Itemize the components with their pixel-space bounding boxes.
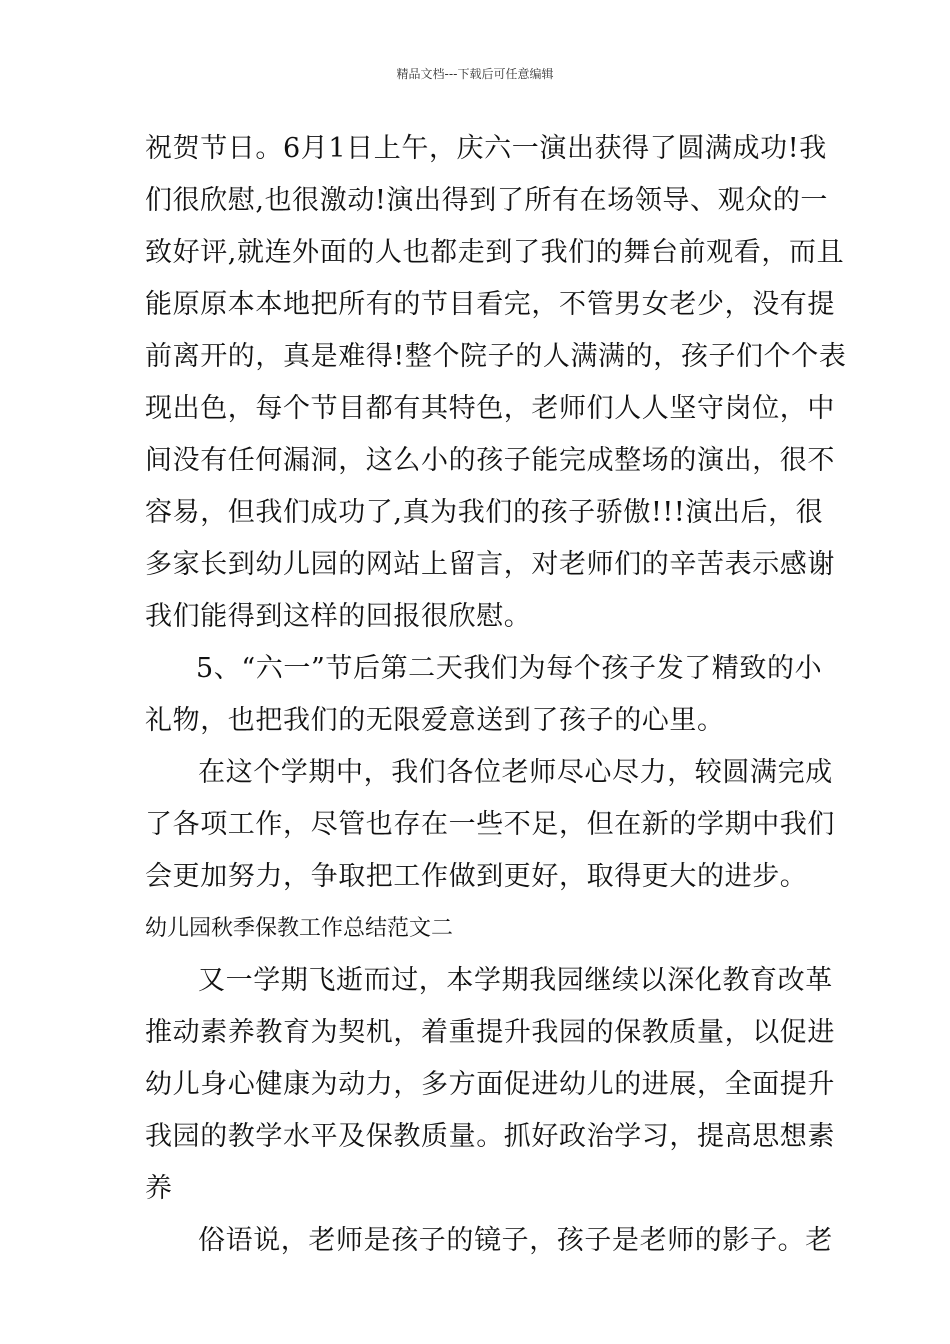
body-line: 了各项工作，尽管也存在一些不足，但在新的学期中我们 <box>145 809 835 840</box>
body-line: 致好评,就连外面的人也都走到了我们的舞台前观看，而且 <box>145 237 845 268</box>
body-line: 现出色，每个节目都有其特色，老师们人人坚守岗位，中 <box>145 393 835 424</box>
body-line: 多家长到幼儿园的网站上留言，对老师们的辛苦表示感谢 <box>145 549 835 580</box>
body-line: 又一学期飞逝而过，本学期我园继续以深化教育改革 <box>198 965 833 996</box>
body-line: 能原原本本地把所有的节目看完，不管男女老少，没有提 <box>145 289 835 320</box>
body-line: 5、“六一”节后第二天我们为每个孩子发了精致的小 <box>196 653 823 684</box>
page-header: 精品文档---下载后可任意编辑 <box>396 67 554 81</box>
body-line: 们很欣慰,也很激动!演出得到了所有在场领导、观众的一 <box>145 185 829 216</box>
section-heading: 幼儿园秋季保教工作总结范文二 <box>145 916 454 941</box>
body-line: 我们能得到这样的回报很欣慰。 <box>145 601 532 632</box>
body-line: 俗语说，老师是孩子的镜子，孩子是老师的影子。老 <box>198 1225 833 1256</box>
body-line: 幼儿身心健康为动力，多方面促进幼儿的进展，全面提升 <box>145 1069 835 1100</box>
body-line: 在这个学期中，我们各位老师尽心尽力，较圆满完成 <box>198 757 833 788</box>
body-line: 间没有任何漏洞，这么小的孩子能完成整场的演出，很不 <box>145 445 835 476</box>
body-line: 礼物，也把我们的无限爱意送到了孩子的心里。 <box>145 705 725 736</box>
body-line: 我园的教学水平及保教质量。抓好政治学习，提高思想素 <box>145 1121 835 1152</box>
body-line: 推动素养教育为契机，着重提升我园的保教质量，以促进 <box>145 1017 835 1048</box>
body-line: 养 <box>145 1173 173 1204</box>
body-line: 会更加努力，争取把工作做到更好，取得更大的进步。 <box>145 861 808 892</box>
body-line: 祝贺节日。6月1日上午，庆六一演出获得了圆满成功!我 <box>145 133 827 164</box>
body-line: 容易，但我们成功了,真为我们的孩子骄傲!!!演出后，很 <box>145 497 824 528</box>
body-line: 前离开的，真是难得!整个院子的人满满的，孩子们个个表 <box>145 341 847 372</box>
